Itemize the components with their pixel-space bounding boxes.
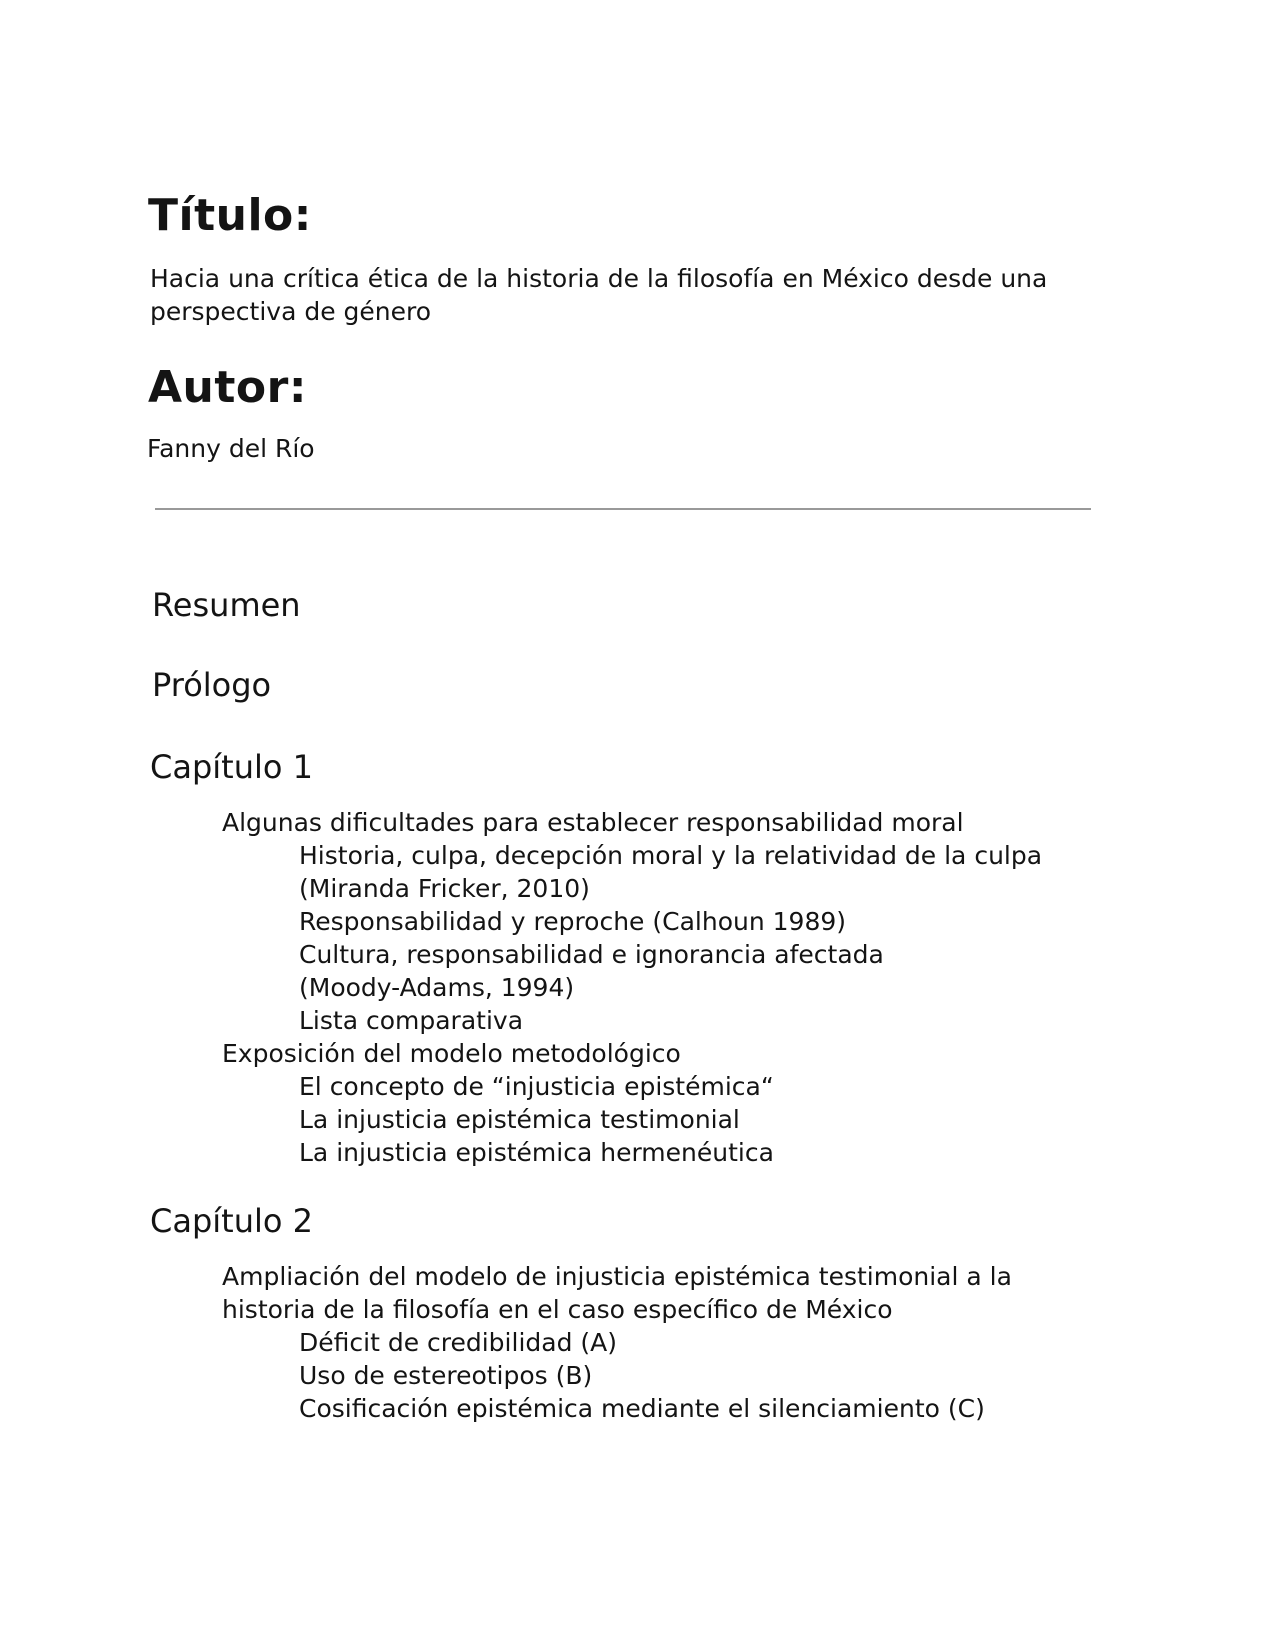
toc-entry: Exposición del modelo metodológico <box>222 1039 681 1068</box>
toc-entry: Lista comparativa <box>299 1006 524 1035</box>
chapter-2-heading: Capítulo 2 <box>150 1202 313 1240</box>
chapter-2-contents <box>222 1260 1012 1425</box>
toc-entry: Ampliación del modelo de injusticia epistémica testimonial a la <box>222 1262 1012 1291</box>
toc-entry: (Miranda Fricker, 2010) <box>299 874 590 903</box>
chapter-1-heading: Capítulo 1 <box>150 748 313 786</box>
toc-entry: Cultura, responsabilidad e ignorancia afectada <box>299 940 884 969</box>
toc-entry: El concepto de “injusticia epistémica“ <box>299 1072 774 1101</box>
toc-entry: Responsabilidad y reproche (Calhoun 1989) <box>299 907 847 936</box>
author-label: Autor: <box>148 362 307 413</box>
toc-entry: Déficit de credibilidad (A) <box>299 1328 618 1357</box>
title-value: Hacia una crítica ética de la historia de la filosofía en México desde una perspectiva de género <box>150 264 1048 326</box>
toc-entry: Historia, culpa, decepción moral y la relatividad de la culpa <box>299 841 1043 870</box>
toc-prologo: Prólogo <box>152 666 272 704</box>
author-value: Fanny del Río <box>147 434 315 463</box>
toc-entry: (Moody-Adams, 1994) <box>299 973 575 1002</box>
section-divider <box>155 508 1091 510</box>
toc-entry: La injusticia epistémica hermenéutica <box>299 1138 774 1167</box>
toc-entry: La injusticia epistémica testimonial <box>299 1105 740 1134</box>
toc-resumen: Resumen <box>152 586 301 624</box>
toc-entry: historia de la filosofía en el caso específico de México <box>222 1295 893 1324</box>
toc-entry: Cosificación epistémica mediante el silenciamiento (C) <box>299 1394 985 1423</box>
chapter-1-contents <box>222 806 1042 1169</box>
toc-entry: Uso de estereotipos (B) <box>299 1361 593 1390</box>
toc-entry: Algunas dificultades para establecer responsabilidad moral <box>222 808 964 837</box>
title-label: Título: <box>148 190 312 241</box>
